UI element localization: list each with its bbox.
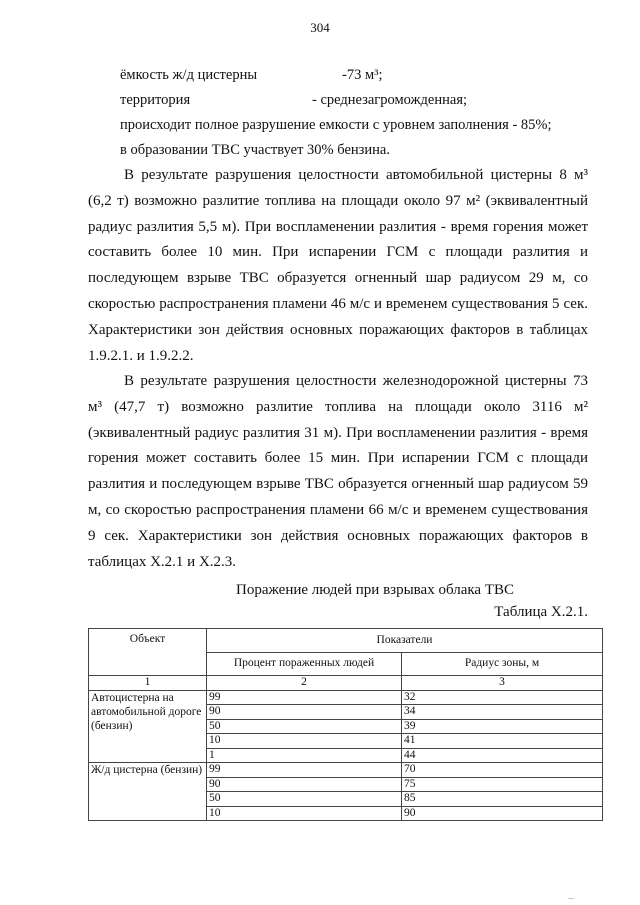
radius-cell: 44	[402, 748, 603, 763]
percent-cell: 50	[207, 719, 402, 734]
radius-cell: 34	[402, 705, 603, 720]
table-title: Поражение людей при взрывах облака ТВС	[236, 582, 514, 598]
header-indicators: Показатели	[207, 629, 603, 653]
percent-cell: 99	[207, 763, 402, 778]
fuel-share-line: в образовании ТВС участвует 30% бензина.	[120, 142, 390, 158]
radius-cell: 90	[402, 806, 603, 821]
table-row	[89, 690, 603, 705]
radius-cell: 32	[402, 690, 603, 705]
percent-cell: 99	[207, 690, 402, 705]
paragraph-rail-tank: В результате разрушения целостности железнодорожной цистерны 73 м³ (47,7 т) возможно разлитие топлива на площади около 3116 м² (эквивалентный радиус разлития 31 м). При воспламенении разлития - время горения может составить более 15 мин. При испарении ГСМ с площади разлития и последующем взрыве ТВС образуется огненный шар радиусом 59 м, со скоростью распространения пламени 66 м/с и временем существования 9 сек. Характеристики зон действия основных поражающих факторов в таблицах Х.2.1 и Х.2.3.	[88, 373, 588, 570]
page-number: 304	[310, 20, 330, 35]
table-label: Таблица Х.2.1.	[494, 604, 588, 620]
territory-value: - среднезагроможденная;	[312, 92, 468, 108]
radius-cell: 75	[402, 777, 603, 792]
destruction-line: происходит полное разрушение емкости с уровнем заполнения - 85%;	[120, 117, 552, 133]
capacity-value: -73 м³;	[342, 67, 383, 83]
header-object: Объект	[89, 629, 207, 676]
object-cell: Ж/д цистерна (бензин)	[89, 763, 207, 821]
table-row	[89, 763, 603, 778]
header-percent: Процент пораженных людей	[207, 652, 402, 676]
paragraph-truck-tank: В результате разрушения целостности автомобильной цистерны 8 м³ (6,2 т) возможно разлитие топлива на площади около 97 м² (эквивалентный радиус разлития 5,5 м). При воспламенении разлития - время горения может составить более 10 мин. При испарении ГСМ с площади разлития и последующем взрыве ТВС образуется огненный шар радиусом 29 м, со скоростью распространения пламени 46 м/с и временем существования 5 сек. Характеристики зон действия основных поражающих факторов в таблицах 1.9.2.1. и 1.9.2.2.	[88, 167, 588, 364]
territory-label: территория	[120, 92, 191, 108]
percent-cell: 90	[207, 705, 402, 720]
percent-cell: 90	[207, 777, 402, 792]
territory-line	[120, 88, 600, 113]
scan-corner-mark: ...	[568, 892, 574, 901]
percent-cell: 10	[207, 734, 402, 749]
column-number: 2	[207, 676, 402, 691]
percent-cell: 50	[207, 792, 402, 807]
radius-cell: 70	[402, 763, 603, 778]
header-row	[89, 629, 603, 653]
object-cell: Автоцистерна на автомобильной дороге (бензин)	[89, 690, 207, 763]
column-number-row	[89, 676, 603, 691]
radius-cell: 39	[402, 719, 603, 734]
column-number: 3	[402, 676, 603, 691]
radius-cell: 41	[402, 734, 603, 749]
column-number: 1	[89, 676, 207, 691]
parameters-block	[120, 63, 600, 163]
percent-cell: 10	[207, 806, 402, 821]
capacity-label: ёмкость ж/д цистерны	[120, 67, 258, 83]
header-radius: Радиус зоны, м	[402, 652, 603, 676]
percent-cell: 1	[207, 748, 402, 763]
radius-cell: 85	[402, 792, 603, 807]
damage-table	[88, 628, 603, 821]
capacity-line	[120, 63, 600, 88]
